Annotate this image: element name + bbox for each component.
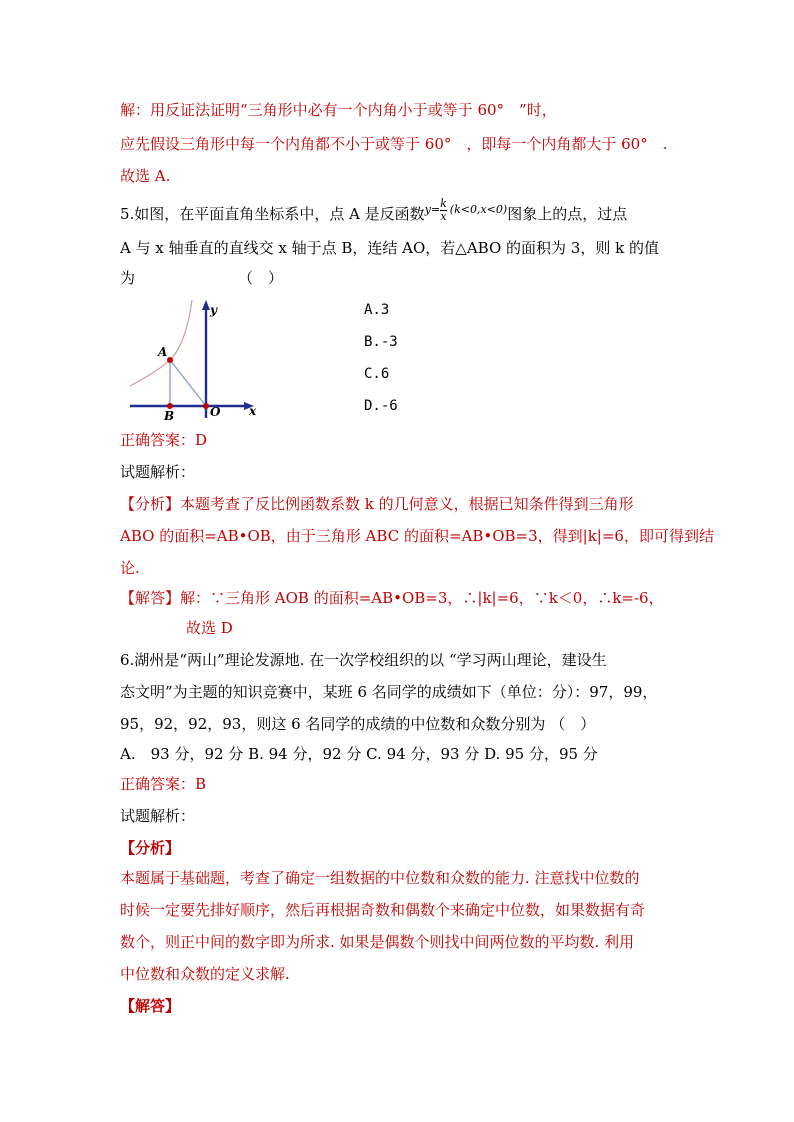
q5-analysis-line3: 论.: [120, 559, 140, 577]
q6-stem-line3: 95，92，92，93，则这 6 名同学的成绩的中位数和众数分别为 （ ）: [120, 715, 596, 733]
q5-option-c: C.6: [364, 366, 390, 382]
q5-formula: y= $\frac{k}{x}$ (k<0,x<0): [424, 196, 508, 223]
q6-analysis-head: 【分析】: [120, 839, 181, 857]
point-O: [203, 403, 209, 409]
q6-stem-line2: 态文明”为主题的知识竞赛中，某班 6 名同学的成绩如下（单位：分）：97，99，: [120, 683, 658, 701]
q5-stem-line2: A 与 x 轴垂直的直线交 x 轴于点 B，连结 AO，若△ABO 的面积为 3，则 k 的值: [120, 239, 659, 257]
q6-analysis-title: 试题解析：: [120, 807, 196, 825]
q5-option-d: D.-6: [364, 398, 398, 414]
q5-stem-line3: 为 （ ）: [120, 269, 284, 287]
q6-analysis-line2: 时候一定要先排好顺序，然后再根据奇数和偶数个来确定中位数，如果数据有奇: [120, 901, 646, 919]
q6-solve-head: 【解答】: [120, 997, 181, 1015]
label-A: A: [158, 345, 168, 359]
q6-answer: 正确答案：B: [120, 775, 207, 793]
q6-stem-line1: 6.湖州是“两山”理论发源地. 在一次学校组织的以 “学习两山理论，建设生: [120, 651, 607, 669]
q6-options: A. 93 分，92 分 B. 94 分，92 分 C. 94 分，93 分 D. 95 分，95 分: [120, 745, 598, 763]
q5-analysis-line2: ABO 的面积=AB•OB，由于三角形 ABC 的面积=AB•OB=3，得到|k|=6，即可得到结: [120, 527, 714, 545]
label-x: x: [249, 404, 257, 418]
hyperbola-curve: [130, 300, 192, 386]
q5-solve-line1: 【解答】解：∵三角形 AOB 的面积=AB•OB=3，∴|k|=6，∵k＜0，∴k=-6，: [120, 589, 664, 607]
segment-AO: [170, 360, 206, 406]
q6-analysis-line4: 中位数和众数的定义求解.: [120, 965, 290, 983]
q4-solution-line3: 故选 A.: [120, 167, 171, 185]
q5-stem-line1: [120, 196, 628, 228]
q5-option-b: B.-3: [364, 334, 398, 350]
q6-analysis-line1: 本题属于基础题，考查了确定一组数据的中位数和众数的能力. 注意找中位数的: [120, 869, 640, 887]
q6-analysis-line3: 数个，则正中间的数字即为所求. 如果是偶数个则找中间两位数的平均数. 利用: [120, 933, 635, 951]
y-axis-arrow: [202, 300, 210, 310]
label-B: B: [164, 409, 175, 420]
q5-answer-paren: （ ）: [238, 269, 284, 287]
point-A: [167, 357, 173, 363]
label-y: y: [210, 303, 217, 317]
q5-solve-line2: 故选 D: [186, 619, 233, 637]
q5-stem-part-b: 图象上的点，过点: [507, 205, 628, 223]
q5-answer: 正确答案：D: [120, 431, 208, 449]
q5-analysis-line1: 【分析】本题考查了反比例函数系数 k 的几何意义，根据已知条件得到三角形: [120, 495, 634, 513]
q5-coordinate-figure: [128, 298, 270, 420]
q4-solution-line2: 应先假设三角形中每一个内角都不小于或等于 60° ，即每一个内角都大于 60° .: [120, 135, 668, 153]
q5-stem-part-a: 5.如图，在平面直角坐标系中，点 A 是反函数: [120, 205, 425, 223]
q4-solution-line1: 解：用反证法证明“三角形中必有一个内角小于或等于 60° ”时，: [120, 101, 557, 119]
q5-option-a: A.3: [364, 302, 390, 318]
q5-analysis-title: 试题解析：: [120, 463, 196, 481]
label-O: O: [210, 405, 221, 419]
